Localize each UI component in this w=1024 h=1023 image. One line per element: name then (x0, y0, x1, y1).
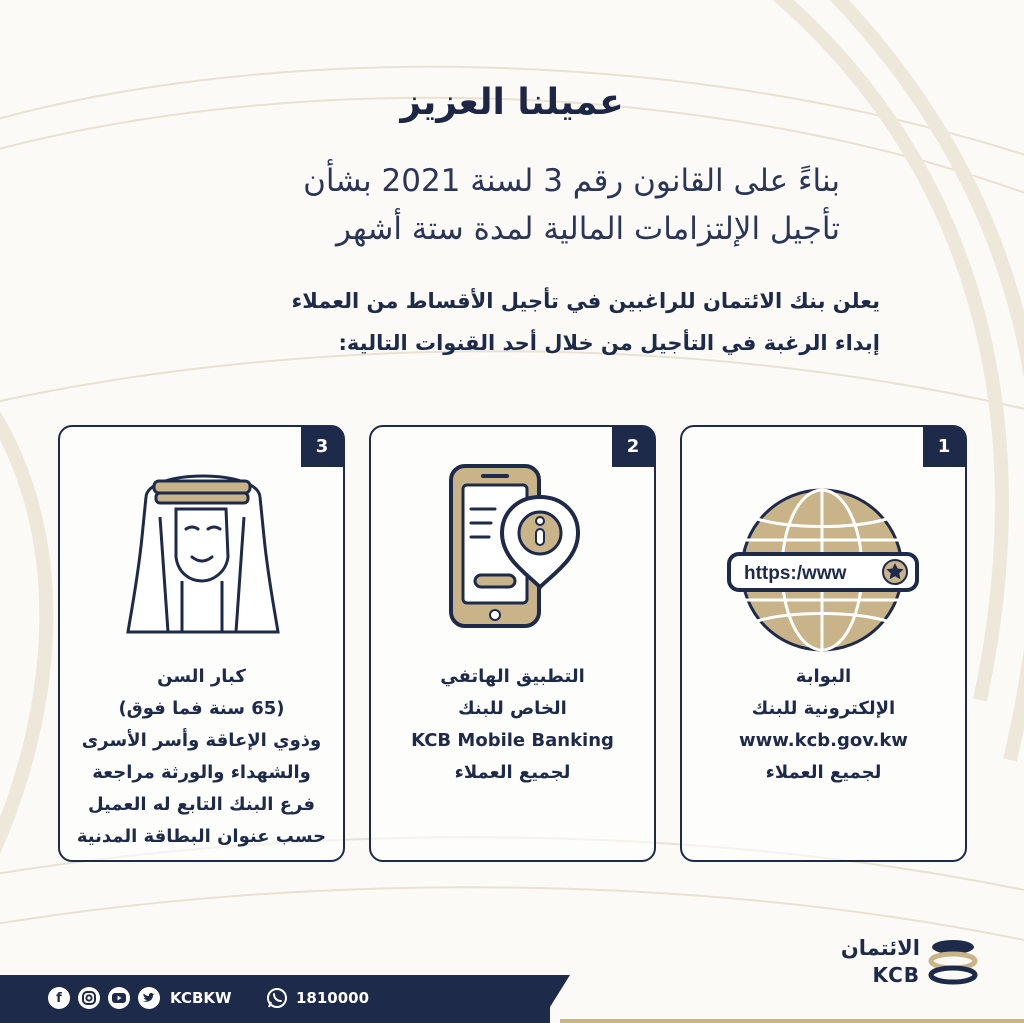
elderly-man-icon (60, 457, 343, 667)
app-name: KCB Mobile Banking (411, 730, 614, 751)
card-line: لجميع العملاء (765, 762, 882, 783)
bank-website-link[interactable]: www.kcb.gov.kw (739, 730, 908, 751)
logo-arabic-text: الائتمان (840, 936, 920, 960)
channel-card-branch-visit (58, 425, 345, 862)
card-line: فرع البنك التابع له العميل (87, 794, 316, 815)
page-title: عميلنا العزيز (400, 82, 624, 123)
card-number-badge: 1 (923, 427, 965, 467)
social-handle[interactable]: KCBKW (170, 989, 232, 1007)
card-line: وذوي الإعاقة وأسر الأسرى (81, 730, 322, 751)
social-links (48, 986, 232, 1010)
subtitle-line-2: تأجيل الإلتزامات المالية لمدة ستة أشهر (335, 211, 840, 247)
card-line: (65 سنة فما فوق) (118, 698, 285, 719)
instagram-icon[interactable] (78, 987, 100, 1009)
kcb-logo-mark-icon (926, 938, 978, 986)
card-line: الإلكترونية للبنك (751, 698, 896, 719)
facebook-icon[interactable]: f (48, 987, 70, 1009)
mobile-app-icon (371, 457, 654, 667)
twitter-icon[interactable] (138, 987, 160, 1009)
footer-bar-edge (540, 975, 570, 1023)
card-description (66, 661, 337, 853)
card-line: والشهداء والورثة مراجعة (92, 762, 311, 783)
card-description (688, 661, 959, 789)
announcement-line-1: يعلن بنك الائتمان للراغبين في تأجيل الأقساط من العملاء (291, 289, 880, 313)
card-number-badge: 2 (612, 427, 654, 467)
footer-accent-line (560, 1019, 1024, 1023)
whatsapp-contact[interactable] (266, 986, 369, 1010)
kcb-logo (838, 934, 988, 990)
globe-icon (682, 457, 965, 667)
channel-card-mobile-app (369, 425, 656, 862)
card-number-badge: 3 (301, 427, 343, 467)
card-line: البوابة (795, 666, 852, 687)
subtitle-line-1: بناءً على القانون رقم 3 لسنة 2021 بشأن (303, 163, 840, 199)
url-bar-text: https:/www (744, 563, 847, 584)
channel-card-online-portal (680, 425, 967, 862)
phone-number: 1810000 (296, 989, 370, 1007)
card-description (377, 661, 648, 789)
whatsapp-icon (266, 987, 288, 1009)
card-line: الخاص للبنك (458, 698, 567, 719)
card-line: التطبيق الهاتفي (440, 666, 585, 687)
logo-english-text: KCB (872, 963, 920, 987)
card-line: حسب عنوان البطاقة المدنية (76, 826, 327, 847)
youtube-icon[interactable] (108, 987, 130, 1009)
card-line: لجميع العملاء (454, 762, 571, 783)
card-line: كبار السن (157, 666, 246, 687)
announcement-line-2: إبداء الرغبة في التأجيل من خلال أحد القنوات التالية: (338, 331, 880, 355)
